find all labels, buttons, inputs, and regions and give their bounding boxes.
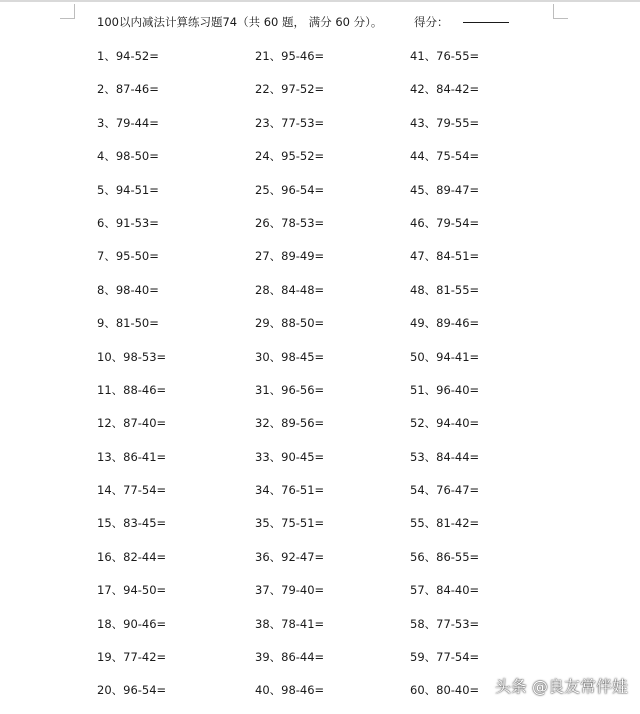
problem-item: 29、88-50= [255, 316, 325, 331]
problem-column-2 [255, 46, 324, 714]
problem-item: 13、86-41= [97, 449, 167, 464]
problem-item: 43、79-55= [410, 115, 480, 130]
problem-item: 35、75-51= [255, 516, 325, 531]
margin-corner-left [60, 4, 75, 19]
worksheet-title: 100以内减法计算练习题74（共 60 题， 满分 60 分）。 [97, 15, 383, 29]
problem-item: 6、91-53= [97, 215, 159, 230]
problem-item: 37、79-40= [255, 583, 325, 598]
problem-item: 3、79-44= [97, 115, 159, 130]
problem-item: 22、97-52= [255, 82, 325, 97]
problem-item: 48、81-55= [410, 282, 480, 297]
problem-item: 31、96-56= [255, 382, 325, 397]
problem-item: 20、96-54= [97, 683, 167, 698]
problem-item: 34、76-51= [255, 483, 325, 498]
problem-item: 10、98-53= [97, 349, 167, 364]
problem-column-1 [97, 46, 166, 714]
problem-item: 21、95-46= [255, 49, 325, 63]
problem-item: 14、77-54= [97, 483, 167, 498]
problem-item: 50、94-41= [410, 349, 480, 364]
problem-item: 26、78-53= [255, 215, 325, 230]
problem-item: 15、83-45= [97, 516, 167, 531]
problem-item: 16、82-44= [97, 549, 167, 564]
problem-item: 24、95-52= [255, 149, 325, 164]
problem-item: 49、89-46= [410, 316, 480, 331]
problem-item: 36、92-47= [255, 549, 325, 564]
problem-item: 51、96-40= [410, 382, 480, 397]
score-field [414, 12, 509, 32]
problem-item: 44、75-54= [410, 149, 480, 164]
margin-corner-right [553, 4, 568, 19]
problem-item: 7、95-50= [97, 249, 159, 264]
problem-item: 18、90-46= [97, 616, 167, 631]
problem-item: 9、81-50= [97, 316, 159, 331]
problem-item: 32、89-56= [255, 416, 325, 431]
problem-item: 41、76-55= [410, 49, 480, 63]
problem-item: 1、94-52= [97, 49, 159, 63]
problem-item: 59、77-54= [410, 650, 480, 665]
problem-item: 23、77-53= [255, 115, 325, 130]
problem-item: 54、76-47= [410, 483, 480, 498]
watermark: 头条 @良友常伴娃 [494, 677, 628, 696]
problem-item: 4、98-50= [97, 149, 159, 164]
problem-item: 42、84-42= [410, 82, 480, 97]
problem-item: 33、90-45= [255, 449, 325, 464]
problem-item: 8、98-40= [97, 282, 159, 297]
problem-item: 55、81-42= [410, 516, 480, 531]
problem-item: 11、88-46= [97, 382, 167, 397]
problem-item: 45、89-47= [410, 182, 480, 197]
problem-item: 28、84-48= [255, 282, 325, 297]
problem-item: 47、84-51= [410, 249, 480, 264]
problem-item: 53、84-44= [410, 449, 480, 464]
problem-item: 30、98-45= [255, 349, 325, 364]
score-blank-line [463, 22, 509, 23]
problem-grid [0, 46, 640, 706]
page-top-edge [0, 0, 640, 2]
problem-item: 25、96-54= [255, 182, 325, 197]
problem-item: 56、86-55= [410, 549, 480, 564]
problem-item: 39、86-44= [255, 650, 325, 665]
problem-item: 27、89-49= [255, 249, 325, 264]
problem-item: 52、94-40= [410, 416, 480, 431]
problem-item: 5、94-51= [97, 182, 159, 197]
problem-item: 58、77-53= [410, 616, 480, 631]
score-label: 得分： [414, 15, 449, 29]
problem-item: 38、78-41= [255, 616, 325, 631]
problem-item: 40、98-46= [255, 683, 325, 698]
problem-item: 19、77-42= [97, 650, 167, 665]
problem-item: 46、79-54= [410, 215, 480, 230]
problem-item: 12、87-40= [97, 416, 167, 431]
problem-column-3 [410, 46, 479, 714]
problem-item: 2、87-46= [97, 82, 159, 97]
problem-item: 57、84-40= [410, 583, 480, 598]
problem-item: 60、80-40= [410, 683, 480, 698]
problem-item: 17、94-50= [97, 583, 167, 598]
